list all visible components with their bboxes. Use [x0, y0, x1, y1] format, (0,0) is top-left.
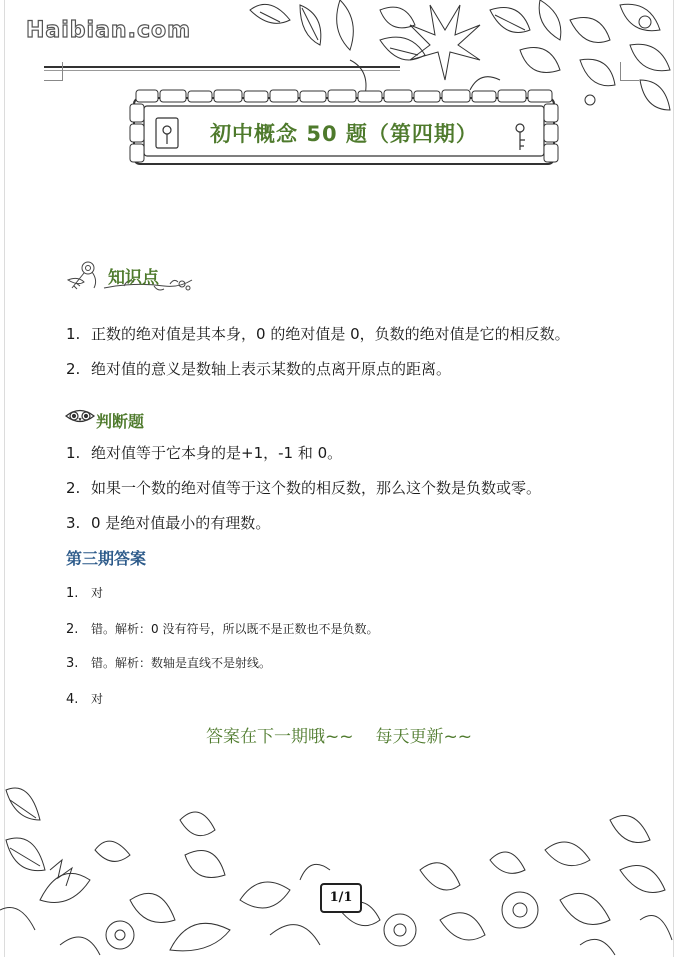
list-item-number: 3.: [66, 514, 81, 532]
section-heading-answers: 第三期答案: [66, 549, 147, 568]
list-item: [66, 358, 451, 379]
answer-number: 2.: [66, 622, 79, 637]
document-title: 初中概念 50 题（第四期）: [210, 122, 478, 146]
answer-text: 错。解析：数轴是直线不是射线。: [91, 656, 272, 670]
list-item: [66, 442, 342, 463]
list-item: [66, 477, 541, 498]
footer-note-left: 答案在下一期哦~~: [206, 727, 354, 747]
section-heading-judge: 判断题: [96, 412, 145, 431]
list-item-text: 如果一个数的绝对值等于这个数的相反数，那么这个数是负数或零。: [91, 479, 542, 497]
owl-icon: [64, 407, 96, 425]
answer-number: 4.: [66, 692, 79, 707]
list-item-text: 0 是绝对值最小的有理数。: [91, 514, 271, 532]
footer-note-right: 每天更新~~: [375, 727, 472, 747]
page-number: 1/1: [320, 883, 362, 913]
answer-text: 对: [91, 692, 104, 706]
list-item-number: 1.: [66, 444, 81, 462]
foliage-bottom-decoration: [0, 760, 676, 957]
answer-item: [66, 584, 103, 601]
list-item-text: 正数的绝对值是其本身，0 的绝对值是 0，负数的绝对值是它的相反数。: [91, 325, 570, 343]
answer-item: [66, 690, 103, 707]
list-item-number: 2.: [66, 360, 81, 378]
answer-item: [66, 620, 378, 637]
answer-number: 3.: [66, 656, 79, 671]
answer-number: 1.: [66, 586, 79, 601]
answer-item: [66, 654, 271, 671]
list-item-number: 1.: [66, 325, 81, 343]
list-item-text: 绝对值等于它本身的是+1，-1 和 0。: [91, 444, 343, 462]
answer-text: 错。解析：0 没有符号，所以既不是正数也不是负数。: [91, 622, 379, 636]
list-item-number: 2.: [66, 479, 81, 497]
footer-note: [206, 722, 472, 747]
crop-mark-left: [44, 62, 63, 81]
answer-text: 对: [91, 586, 104, 600]
list-item-text: 绝对值的意义是数轴上表示某数的点离开原点的距离。: [91, 360, 452, 378]
site-logo: Haibian.com: [26, 18, 192, 43]
section-heading-knowledge: 知识点: [108, 268, 159, 288]
list-item: [66, 323, 570, 344]
list-item: [66, 512, 270, 533]
